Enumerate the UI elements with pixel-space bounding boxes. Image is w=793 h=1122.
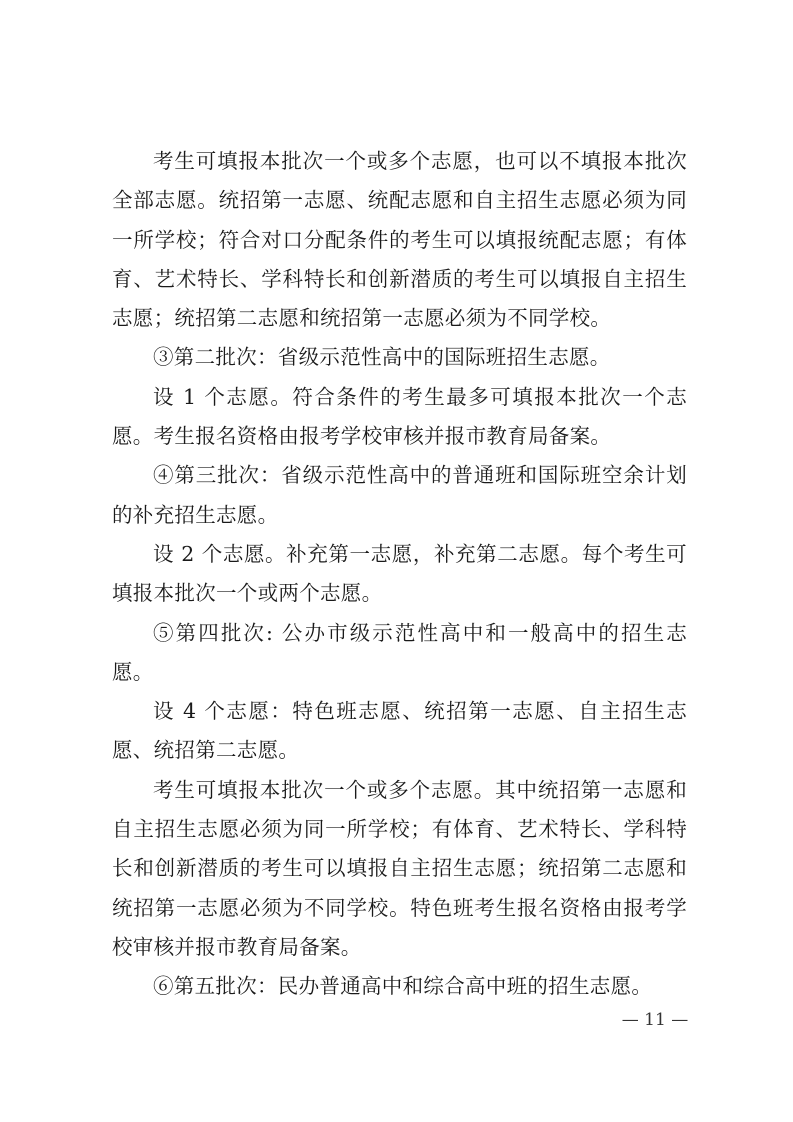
paragraph-batch2-heading: ③第二批次：省级示范性高中的国际班招生志愿。 — [153, 345, 611, 370]
paragraph-batch4-heading: ⑤第四批次: 公办市级示范性高中和一般高中的招生志愿。 — [112, 620, 687, 684]
paragraph-batch3-rules: 设 2 个志愿。补充第一志愿，补充第二志愿。每个考生可填报本批次一个或两个志愿。 — [112, 541, 687, 606]
paragraph-batch2-rules: 设 1 个志愿。符合条件的考生最多可填报本批次一个志愿。考生报名资格由报考学校审核并报市教育局备案。 — [112, 384, 687, 449]
document-body — [112, 142, 687, 1007]
page-number: — 11 — — [621, 1010, 689, 1030]
paragraph-batch5-heading: ⑥第五批次：民办普通高中和综合高中班的招生志愿。 — [153, 974, 653, 999]
paragraph-batch4-rules: 考生可填报本批次一个或多个志愿。其中统招第一志愿和自主招生志愿必须为同一所学校；有体育、艺术特长、学科特长和创新潜质的考生可以填报自主招生志愿；统招第二志愿和统招第一志愿必须为不同学校。特色班考生报名资格由报考学校审核并报市教育局备案。 — [112, 777, 687, 959]
paragraph-batch4-options: 设 4 个志愿：特色班志愿、统招第一志愿、自主招生志愿、统招第二志愿。 — [112, 699, 687, 763]
paragraph-batch3-heading: ④第三批次：省级示范性高中的普通班和国际班空余计划的补充招生志愿。 — [112, 463, 687, 527]
paragraph-batch1-rules: 考生可填报本批次一个或多个志愿，也可以不填报本批次全部志愿。统招第一志愿、统配志愿和自主招生志愿必须为同一所学校；符合对口分配条件的考生可以填报统配志愿；有体育、艺术特长、学科特长和创新潜质的考生可以填报自主招生志愿；统招第二志愿和统招第一志愿必须为不同学校。 — [112, 149, 687, 331]
